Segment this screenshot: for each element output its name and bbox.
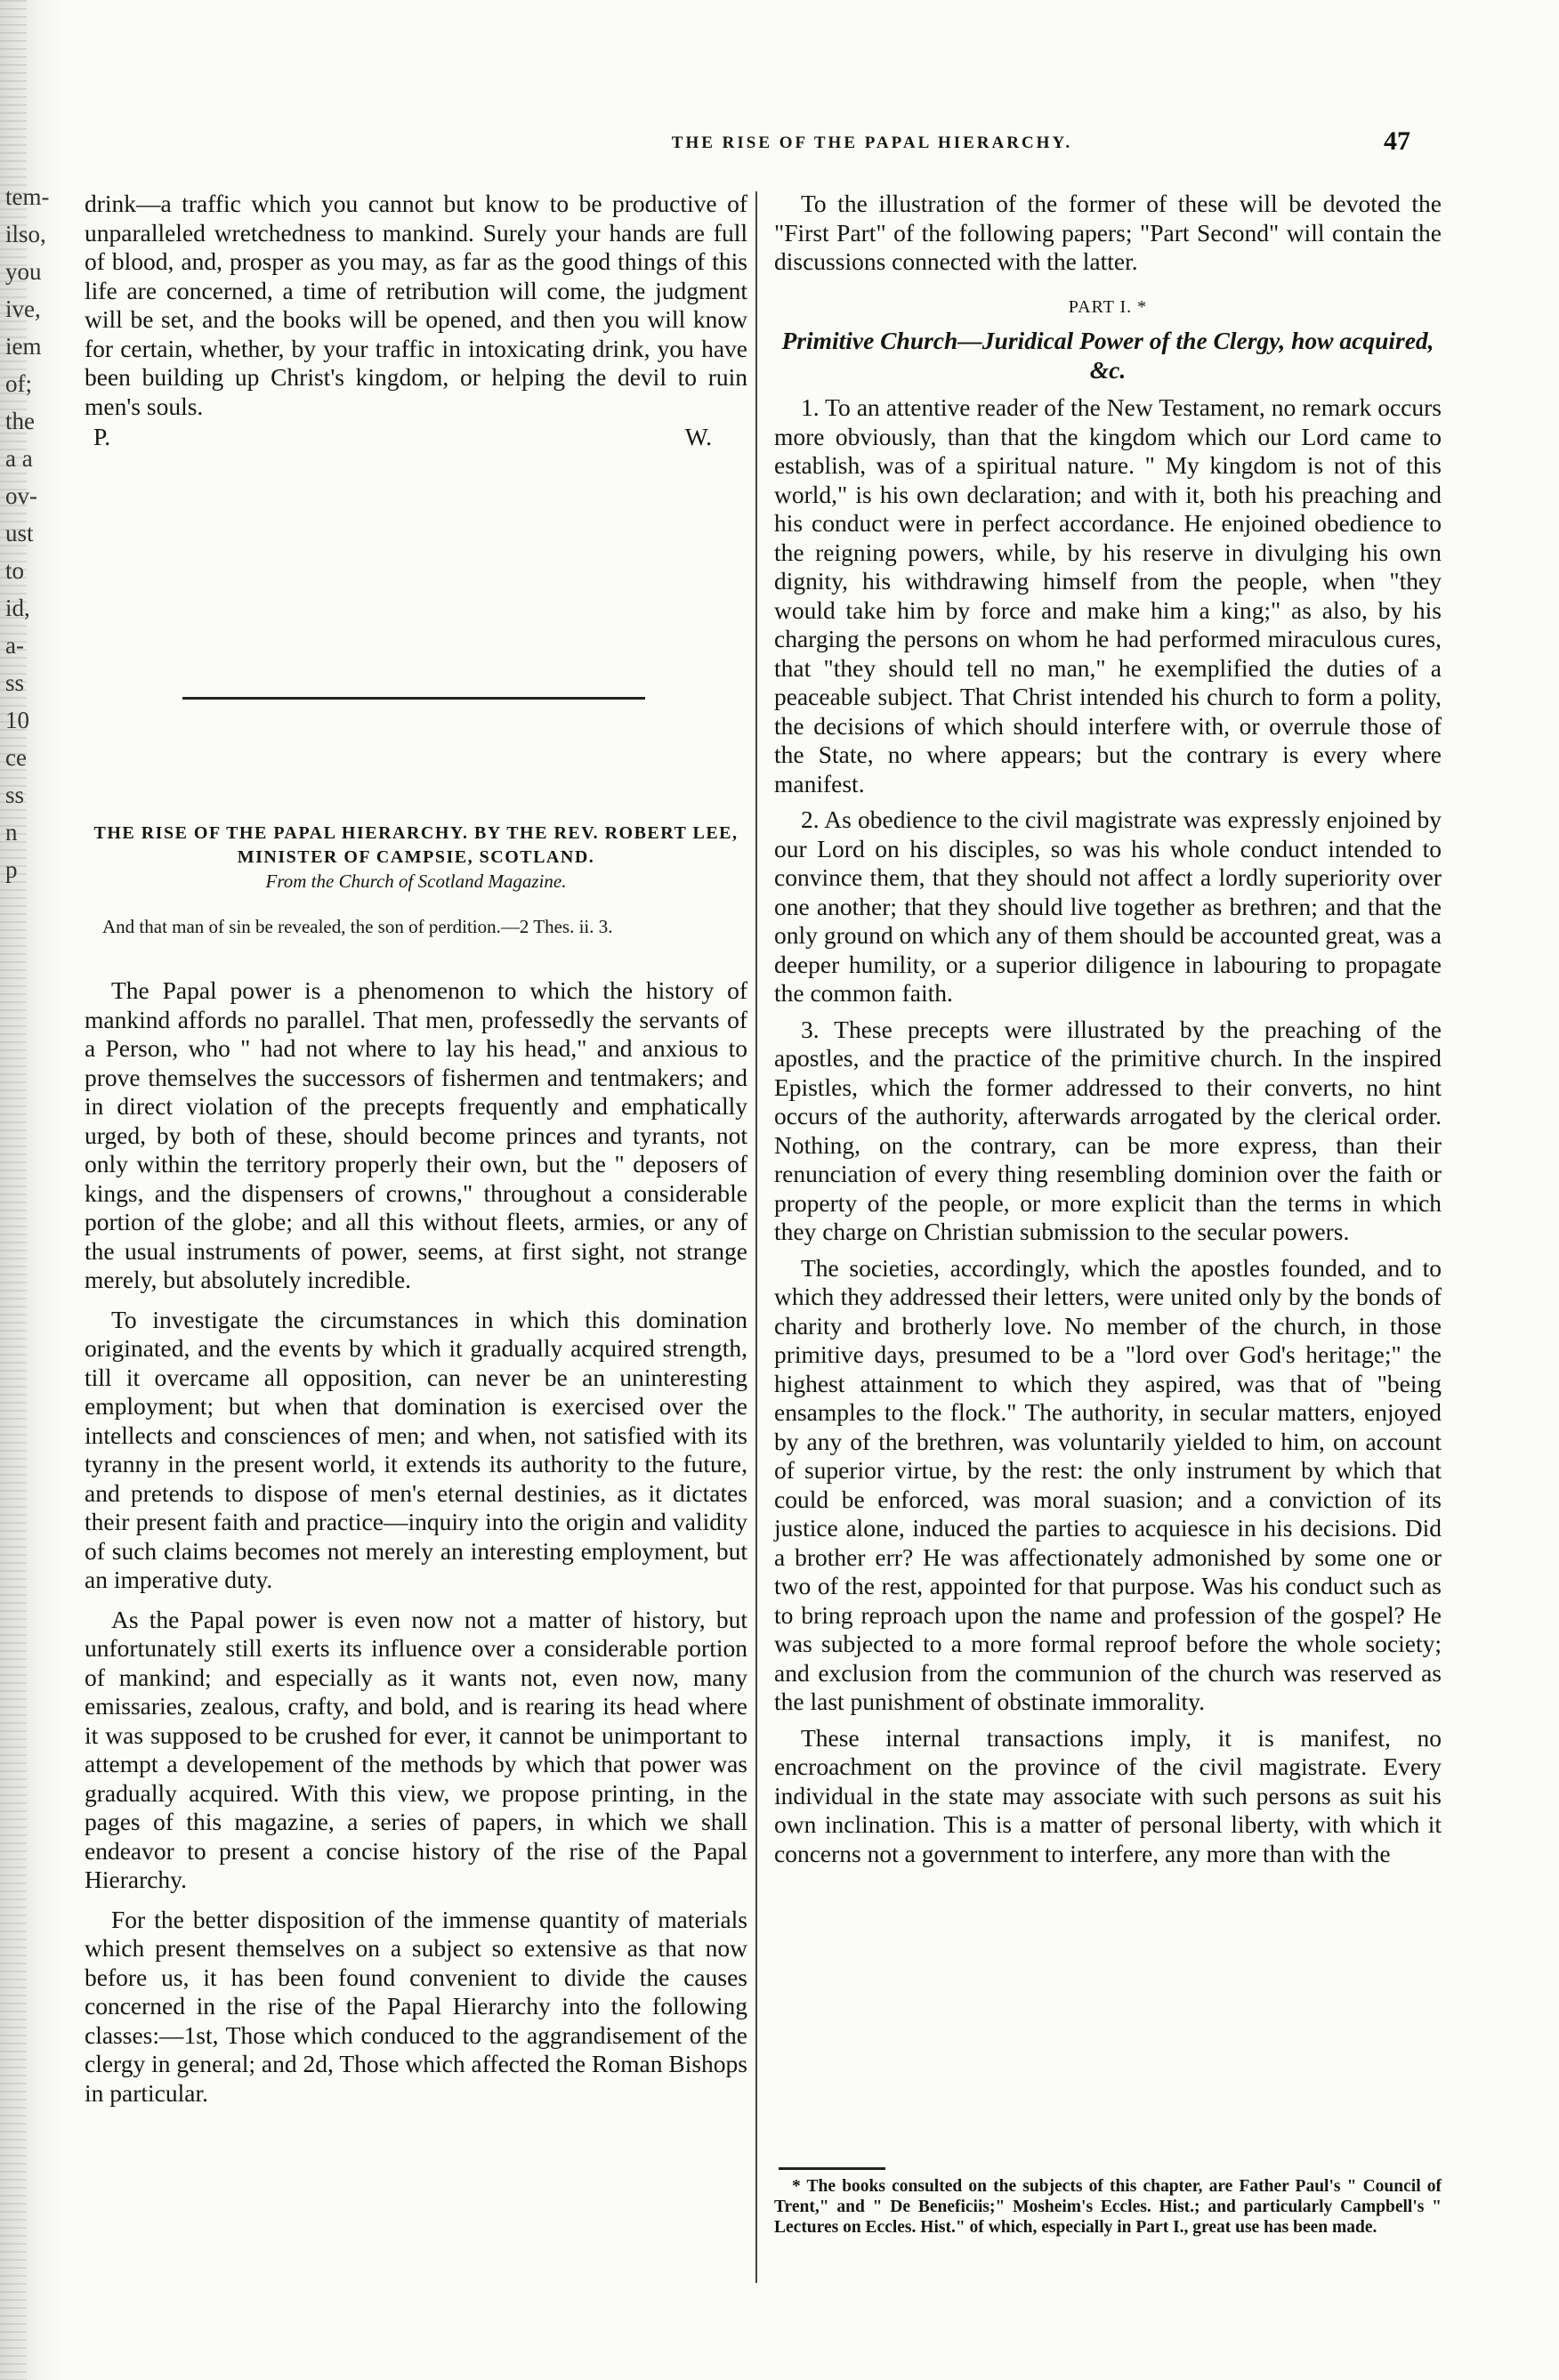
paragraph: As the Papal power is even now not a matter of history, but unfortunately still exerts its influence over a considerable portion of mankind; and especially as it wants not, even now, many emissaries, zealous, crafty, and bold, and is rearing its head where it was supposed to be crushed for ever, it cannot be unimportant to attempt a developement of the methods by which that power was gradually acquired. With this view, we propose printing, in the pages of this magazine, a series of papers, in which we shall endeavor to present a concise history of the rise of the Papal Hierarchy. bbox=[85, 1605, 747, 1893]
signature-initial-p: P. bbox=[93, 423, 111, 450]
margin-fragment: ive, bbox=[5, 295, 41, 322]
column-divider bbox=[755, 191, 757, 2283]
article-source: From the Church of Scotland Magazine. bbox=[265, 870, 567, 892]
margin-fragment: ce bbox=[5, 744, 27, 771]
previous-page-bleed bbox=[5, 178, 57, 888]
page-number: 47 bbox=[1384, 126, 1410, 156]
footnote-text: * The books consulted on the subjects of this chapter, are Father Paul's " Council of Trent," and " De Beneficiis;" Mosheim's Eccles. Hist.; and particularly Campbell's " Lectures on Eccles. Hist." of which, especially in Part I., great use has been made. bbox=[774, 2177, 1442, 2237]
running-head: THE RISE OF THE PAPAL HIERARCHY. bbox=[671, 134, 1073, 152]
margin-fragment: tem- bbox=[5, 183, 50, 210]
margin-fragment: ss bbox=[5, 669, 25, 696]
paragraph: For the better disposition of the immense quantity of materials which present themselves on a subject so extensive as that now before us, it has been found convenient to divide the causes concerned in the rise of the Papal Hierarchy into the following classes:—1st, Those which conduced to the aggrandisement of the clergy in general; and 2d, Those which affected the Roman Bishops in particular. bbox=[85, 1905, 747, 2107]
paragraph: 1. To an attentive reader of the New Testament, no remark occurs more obviously, than that the kingdom which our Lord came to establish, was of a spiritual nature. " My kingdom is not of this world," is his own declaration; and with it, both his preaching and his conduct were in perfect accordance. He enjoined obedience to the reigning powers, while, by his reserve in divulging his own dignity, his withdrawing himself from the people, when "they would take him by force and make him a king;" as also, by his charging the persons on whom he had performed miraculous cures, that "they should tell no man," he exemplified the duties of a peaceable subject. That Christ intended his church to form a polity, the decisions of which should interfere with, or overrule those of the State, no where appears; but the contrary is every where manifest. bbox=[774, 393, 1442, 797]
margin-fragment: ov- bbox=[5, 482, 37, 509]
section-separator bbox=[182, 697, 645, 700]
part-heading: PART I. * bbox=[1068, 296, 1148, 317]
margin-fragment: a- bbox=[5, 632, 24, 659]
margin-fragment: p bbox=[5, 856, 18, 883]
paragraph: The Papal power is a phenomenon to which the history of mankind affords no parallel. That men, professedly the servants of a Person, who " had not where to lay his head," and anxious to prove themselves the successors of fishermen and tentmakers; and in direct violation of the precepts frequently and emphatically urged, by both of these, should become princes and tyrants, not only within the territory properly their own, but the " deposers of kings, and the dispensers of crowns," throughout a considerable portion of the globe; and all this without fleets, armies, or any of the usual instruments of power, seems, at first sight, not strange merely, but absolutely incredible. bbox=[85, 976, 747, 1293]
margin-fragment: ust bbox=[5, 520, 34, 546]
signature-initial-w: W. bbox=[684, 423, 712, 450]
preceding-article-text: drink—a traffic which you cannot but know to be productive of unparalleled wretchedness to mankind. Surely your hands are full of blood, and, prosper as you may, as far as the good things of this life are concerned, a time of retribution will come, the judgment will be set, and the books will be opened, and then you will know for certain, whether, by your traffic in intoxicating drink, you have been building up Christ's kingdom, or helping the devil to ruin men's souls. bbox=[85, 190, 747, 420]
paragraph: 2. As obedience to the civil magistrate was expressly enjoined by our Lord on his disciples, so was his whole conduct intended to convince them, that they should not affect a lordly superiority over one another; that they should live together as brethren; and that the only ground on which any of them should be accounted great, was a deeper humility, or a superior diligence in labouring to propagate the common faith. bbox=[774, 805, 1442, 1007]
epigraph-text: And that man of sin be revealed, the son of perdition.—2 Thes. ii. 3. bbox=[102, 916, 613, 937]
left-column-top bbox=[85, 190, 747, 452]
margin-fragment: id, bbox=[5, 595, 30, 621]
paragraph: These internal transactions imply, it is manifest, no encroachment on the province of the civil magistrate. Every individual in the state may associate with such persons as suit his own inclination. This is a matter of personal liberty, with which it concerns not a government to interfere, any more than with the bbox=[774, 1723, 1442, 1867]
paragraph: To investigate the circumstances in which this domination originated, and the events by which it gradually acquired strength, till it overcame all opposition, can never be an uninteresting employment; but when that domination is exercised over the intellects and consciences of men; and when, not satisfied with its tyranny in the present world, it extends its authority to the future, and pretends to dispose of men's eternal destinies, as it dictates their present faith and practice—inquiry into the origin and validity of such claims becomes not merely an interesting employment, but an imperative duty. bbox=[85, 1305, 747, 1593]
margin-fragment: of; bbox=[5, 370, 32, 397]
margin-fragment: you bbox=[5, 258, 42, 285]
margin-fragment: ss bbox=[5, 781, 25, 808]
footnote bbox=[774, 2176, 1442, 2238]
margin-fragment: ilso, bbox=[5, 221, 46, 247]
signature bbox=[85, 423, 747, 452]
margin-fragment: 10 bbox=[5, 707, 29, 733]
margin-fragment: the bbox=[5, 408, 35, 434]
paragraph: The societies, accordingly, which the apostles founded, and to which they addressed their letters, were united only by the bonds of charity and brotherly love. No member of the church, in those primitive days, presumed to be a "lord over God's heritage;" the highest attainment to which they aspired, was that of "being ensamples to the flock." The authority, in secular matters, enjoyed by any of the brethren, was voluntarily yielded to him, on account of superior virtue, by the rest: the only instrument by which that could be enforced, was moral suasion; and a conviction of its justice alone, induced the parties to acquiesce in his decisions. Did a brother err? He was affectionately admonished by some one or two of the rest, appointed for that purpose. Was his conduct such as to bring reproach upon the name and profession of the gospel? He was subjected to a more formal reproof before the whole society; and exclusion from the communion of the church was reserved as the last punishment of obstinate immorality. bbox=[774, 1253, 1442, 1715]
article-title: THE RISE OF THE PAPAL HIERARCHY. BY THE REV. ROBERT LEE, MINISTER OF CAMPSIE, SCOTLAND. bbox=[93, 823, 739, 867]
part-subtitle: Primitive Church—Juridical Power of the Clergy, how acquired, &c. bbox=[781, 327, 1434, 384]
intro-paragraph: To the illustration of the former of these will be devoted the "First Part" of the following papers; "Part Second" will contain the discussions connected with the latter. bbox=[774, 190, 1442, 275]
paragraph: 3. These precepts were illustrated by the preaching of the apostles, and the practice of the primitive church. In the inspired Epistles, which the former addressed to their converts, no hint occurs of the authority, afterwards arrogated by the clerical order. Nothing, on the contrary, can be more express, than their renunciation of every thing resembling dominion over the faith or property of the people, or more explicit than the terms in which they charge on Christian submission to the secular powers. bbox=[774, 1015, 1442, 1245]
margin-fragment: to bbox=[5, 557, 25, 584]
right-column bbox=[774, 190, 1442, 1875]
epigraph bbox=[85, 915, 747, 938]
margin-fragment: a a bbox=[5, 445, 33, 472]
footnote-rule bbox=[779, 2167, 885, 2170]
margin-fragment: n bbox=[5, 819, 18, 846]
article-body-left bbox=[85, 976, 747, 2118]
article-title-block bbox=[85, 822, 747, 894]
margin-fragment: iem bbox=[5, 333, 42, 360]
